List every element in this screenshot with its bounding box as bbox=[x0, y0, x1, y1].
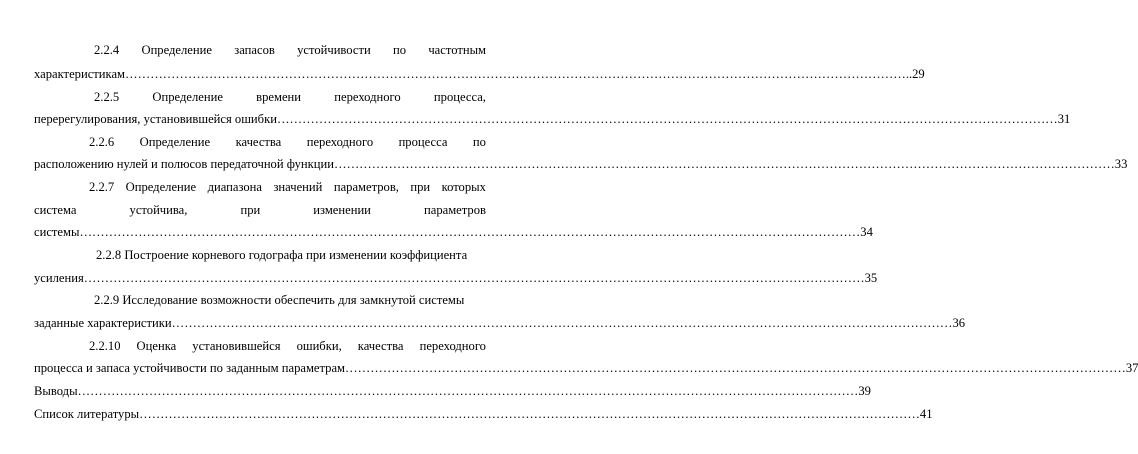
dot-leader: …………………………………………………………………………………………………………………………………………………………………… bbox=[333, 157, 1115, 171]
toc-entry-conclusions bbox=[34, 383, 871, 399]
toc-entry-2-2-10-line2 bbox=[34, 360, 1138, 376]
page-number: 37 bbox=[1125, 361, 1138, 375]
word: переходного bbox=[306, 135, 374, 149]
word: переходного bbox=[419, 339, 486, 353]
section-number: 2.2.5 bbox=[94, 90, 120, 104]
word: качества bbox=[235, 135, 282, 149]
dot-leader: …………………………………………………………………………………………………………………………………………………………………… bbox=[79, 225, 861, 239]
entry-text: Список литературы bbox=[34, 407, 140, 421]
section-number: 2.2.4 bbox=[94, 43, 120, 57]
toc-entry-2-2-5-line2 bbox=[34, 111, 1071, 127]
entry-text: усиления bbox=[34, 271, 84, 285]
word: качества bbox=[357, 339, 404, 353]
word: Оценка bbox=[136, 339, 177, 353]
toc-entry-2-2-5-line1 bbox=[94, 89, 486, 105]
word: изменении bbox=[313, 203, 371, 217]
page-number: 31 bbox=[1057, 112, 1071, 126]
toc-entry-2-2-6-line2 bbox=[34, 156, 1128, 172]
section-number: 2.2.6 bbox=[89, 135, 115, 149]
word: диапазона bbox=[207, 180, 262, 194]
word: запасов bbox=[234, 43, 275, 57]
toc-entry-2-2-7-line1 bbox=[89, 179, 486, 195]
page-number: ..29 bbox=[905, 67, 925, 81]
dot-leader: …………………………………………………………………………………………………………………………………………………………………… bbox=[276, 112, 1058, 126]
word: Определение bbox=[141, 43, 212, 57]
word: параметров, bbox=[333, 180, 399, 194]
word: по bbox=[472, 135, 486, 149]
toc-entry-2-2-7-line3 bbox=[34, 224, 873, 240]
word: при bbox=[240, 203, 261, 217]
toc-entry-2-2-8-line1 bbox=[96, 247, 486, 263]
entry-text: заданные характеристики bbox=[34, 316, 172, 330]
word: Определение bbox=[139, 135, 211, 149]
toc-entry-2-2-9-line1 bbox=[94, 292, 486, 308]
entry-text: Выводы bbox=[34, 384, 78, 398]
toc-entry-2-2-4-line2 bbox=[34, 66, 925, 82]
word: переходного bbox=[334, 90, 401, 104]
dot-leader: …………………………………………………………………………………………………………………………………………………………………… bbox=[77, 384, 859, 398]
word: устойчива, bbox=[129, 203, 188, 217]
word: значений bbox=[273, 180, 323, 194]
page-number: 36 bbox=[952, 316, 966, 330]
entry-text: процесса и запаса устойчивости по заданным параметрам bbox=[34, 361, 346, 375]
entry-text: перерегулирования, установившейся ошибки bbox=[34, 112, 277, 126]
word: Определение bbox=[125, 180, 197, 194]
toc-entry-2-2-7-line2 bbox=[34, 202, 486, 218]
toc-entry-references bbox=[34, 406, 933, 422]
page-number: 35 bbox=[864, 271, 878, 285]
toc-entry-2-2-9-line2 bbox=[34, 315, 966, 331]
word: частотным bbox=[428, 43, 486, 57]
word: ошибки, bbox=[296, 339, 342, 353]
word: которых bbox=[441, 180, 486, 194]
toc-entry-2-2-10-line1 bbox=[89, 338, 486, 354]
toc-entry-2-2-4-line1 bbox=[94, 42, 486, 58]
word: параметров bbox=[423, 203, 486, 217]
toc-entry-2-2-6-line1 bbox=[89, 134, 486, 150]
entry-text: системы bbox=[34, 225, 80, 239]
word: при bbox=[410, 180, 431, 194]
word: устойчивости bbox=[297, 43, 371, 57]
dot-leader: …………………………………………………………………………………………………………………………………………………………………… bbox=[139, 407, 920, 421]
entry-text: 2.2.9 Исследование возможности обеспечить для замкнутой системы bbox=[94, 293, 465, 307]
section-number: 2.2.7 bbox=[89, 180, 115, 194]
entry-text: расположению нулей и полюсов передаточной функции bbox=[34, 157, 334, 171]
page-number: 39 bbox=[858, 384, 871, 398]
word: процесса, bbox=[433, 90, 486, 104]
dot-leader: …………………………………………………………………………………………………………………………………………………………………… bbox=[345, 361, 1126, 375]
page-number: 34 bbox=[860, 225, 873, 239]
page-number: 41 bbox=[919, 407, 933, 421]
entry-text: характеристикам bbox=[34, 67, 126, 81]
word: установившейся bbox=[192, 339, 281, 353]
dot-leader: …………………………………………………………………………………………………………………………………………………………………… bbox=[125, 67, 906, 81]
section-number: 2.2.10 bbox=[89, 339, 121, 353]
word: Определение bbox=[152, 90, 223, 104]
word: по bbox=[393, 43, 407, 57]
entry-text: 2.2.8 Построение корневого годографа при изменении коэффициента bbox=[96, 248, 468, 262]
toc-entry-2-2-8-line2 bbox=[34, 270, 878, 286]
page-number: 33 bbox=[1114, 157, 1128, 171]
word: времени bbox=[256, 90, 302, 104]
word: процесса bbox=[398, 135, 448, 149]
word: система bbox=[34, 203, 77, 217]
dot-leader: …………………………………………………………………………………………………………………………………………………………………… bbox=[83, 271, 865, 285]
dot-leader: …………………………………………………………………………………………………………………………………………………………………… bbox=[171, 316, 953, 330]
